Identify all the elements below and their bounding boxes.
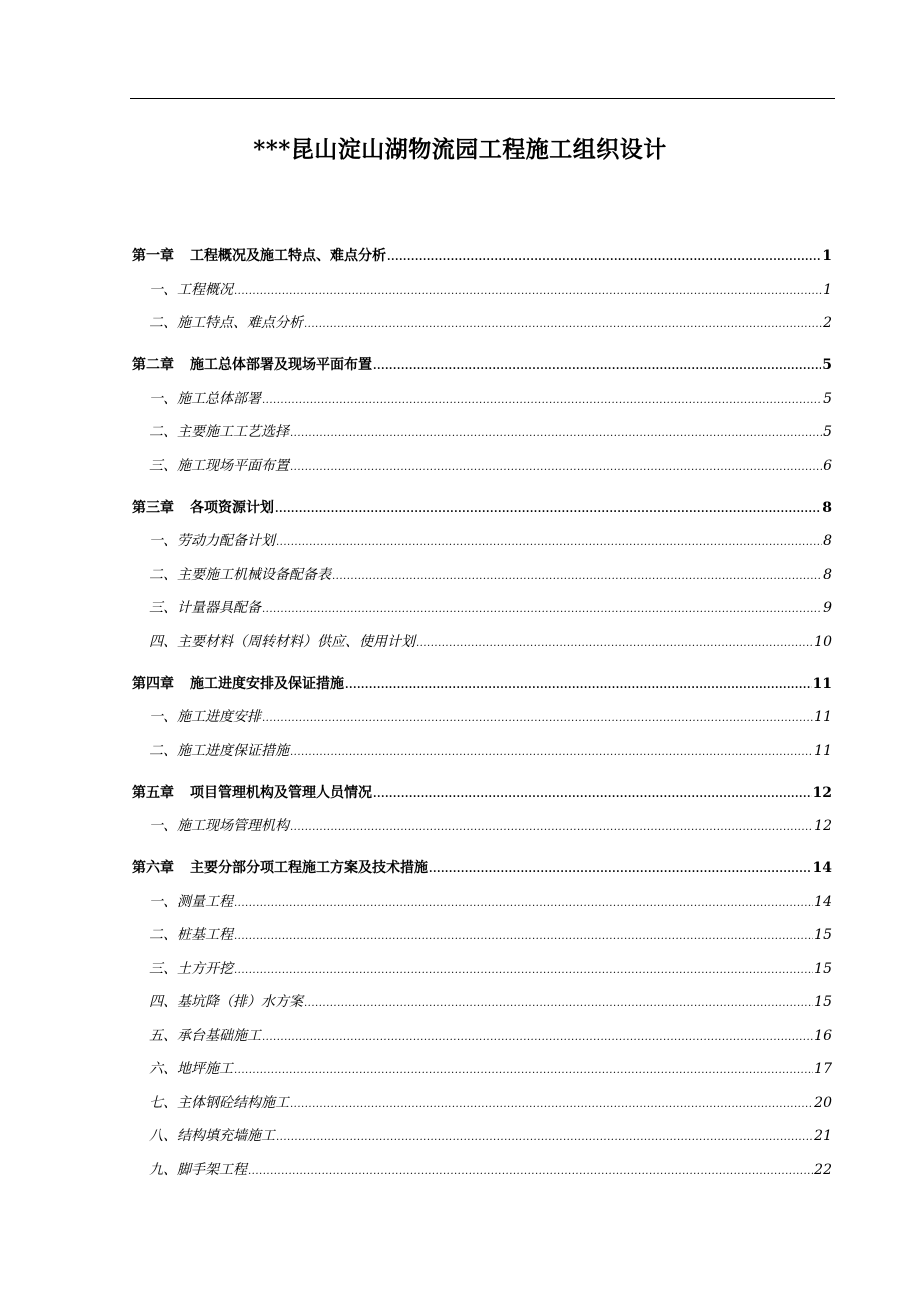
- toc-entry-title: 主要分部分项工程施工方案及技术措施: [190, 860, 428, 876]
- toc-page-number: 17: [814, 1061, 832, 1077]
- toc-dot-leader: [373, 350, 821, 384]
- toc-chapter-entry[interactable]: [132, 349, 832, 383]
- toc-chapter-entry[interactable]: [132, 668, 832, 702]
- toc-page-number: 14: [814, 893, 832, 910]
- toc-entry-label: [149, 383, 261, 417]
- toc-entry-label: [149, 525, 275, 559]
- toc-entry-title: 五、承台基础施工: [149, 1027, 261, 1044]
- toc-entry-label: [132, 668, 344, 702]
- toc-dot-leader: [248, 1155, 813, 1189]
- toc-dot-leader: [290, 736, 813, 770]
- toc-page-number: 20: [814, 1094, 832, 1111]
- toc-section-entry[interactable]: [132, 735, 832, 769]
- toc-dot-leader: [332, 560, 822, 594]
- toc-dot-leader: [262, 384, 822, 418]
- toc-section-entry[interactable]: [132, 592, 832, 626]
- toc-section-entry[interactable]: [132, 626, 832, 660]
- toc-entry-title: 施工总体部署及现场平面布置: [190, 357, 372, 373]
- toc-page-number: 15: [814, 994, 832, 1010]
- toc-entry-label: [132, 852, 428, 886]
- toc-entry-label: [149, 986, 303, 1020]
- toc-dot-leader: [290, 451, 822, 485]
- toc-section-entry[interactable]: [132, 1020, 832, 1054]
- document-title: ***昆山淀山湖物流园工程施工组织设计: [253, 136, 667, 163]
- toc-dot-leader: [304, 308, 822, 342]
- toc-dot-leader: [345, 669, 812, 703]
- toc-entry-title: 六、地坪施工: [149, 1061, 233, 1077]
- toc-dot-leader: [290, 1088, 813, 1122]
- toc-entry-label: [149, 810, 289, 844]
- toc-dot-leader: [429, 853, 812, 887]
- toc-entry-label: [149, 1087, 289, 1121]
- toc-chapter-number: 第四章: [132, 675, 174, 692]
- toc-section-entry[interactable]: [132, 307, 832, 341]
- toc-section-entry[interactable]: [132, 1053, 832, 1087]
- toc-entry-label: [149, 274, 233, 308]
- toc-dot-leader: [234, 1054, 813, 1088]
- toc-entry-title: 施工进度安排及保证措施: [190, 675, 344, 692]
- toc-page-number: 10: [814, 633, 832, 650]
- toc-page-number: 1: [823, 281, 832, 298]
- toc-entry-title: 二、施工特点、难点分析: [149, 315, 303, 331]
- toc-section-entry[interactable]: [132, 810, 832, 844]
- toc-page-number: 9: [823, 600, 832, 616]
- toc-section-entry[interactable]: [132, 525, 832, 559]
- toc-entry-label: [149, 1120, 275, 1154]
- toc-chapter-entry[interactable]: [132, 240, 832, 274]
- toc-dot-leader: [234, 275, 822, 309]
- toc-dot-leader: [290, 811, 813, 845]
- toc-page-number: 12: [814, 818, 832, 834]
- toc-entry-label: [132, 349, 372, 383]
- toc-entry-label: [149, 416, 289, 450]
- toc-entry-label: [149, 307, 303, 341]
- toc-section-entry[interactable]: [132, 1154, 832, 1188]
- toc-page-number: 5: [823, 390, 832, 407]
- toc-entry-title: 二、主要施工工艺选择: [149, 424, 289, 440]
- toc-page-number: 6: [823, 457, 832, 474]
- toc-dot-leader: [234, 920, 813, 954]
- toc-entry-title: 一、施工进度安排: [149, 709, 261, 725]
- toc-page-number: 11: [812, 675, 832, 692]
- toc-section-entry[interactable]: [132, 1087, 832, 1121]
- toc-dot-leader: [234, 954, 813, 988]
- toc-section-entry[interactable]: [132, 274, 832, 308]
- toc-entry-label: [149, 450, 289, 484]
- toc-dot-leader: [276, 1121, 813, 1155]
- toc-entry-title: 三、土方开挖: [149, 960, 233, 977]
- toc-entry-title: 八、结构填充墙施工: [149, 1128, 275, 1144]
- toc-entry-label: [149, 701, 261, 735]
- toc-entry-title: 四、基坑降（排）水方案: [149, 994, 303, 1010]
- toc-entry-title: 一、劳动力配备计划: [149, 533, 275, 549]
- toc-dot-leader: [290, 417, 822, 451]
- toc-entry-title: 工程概况及施工特点、难点分析: [190, 248, 386, 264]
- toc-page-number: 15: [814, 960, 832, 977]
- toc-dot-leader: [276, 526, 822, 560]
- toc-page-number: 1: [822, 248, 832, 264]
- toc-entry-title: 九、脚手架工程: [149, 1161, 247, 1178]
- toc-entry-title: 二、主要施工机械设备配备表: [149, 566, 331, 583]
- toc-dot-leader: [387, 241, 821, 275]
- toc-entry-title: 项目管理机构及管理人员情况: [190, 784, 372, 801]
- toc-dot-leader: [304, 987, 813, 1021]
- toc-entry-title: 二、施工进度保证措施: [149, 742, 289, 759]
- toc-dot-leader: [262, 593, 822, 627]
- toc-page-number: 11: [814, 742, 832, 759]
- toc-entry-title: 七、主体钢砼结构施工: [149, 1094, 289, 1111]
- toc-page-number: 11: [814, 709, 832, 725]
- toc-entry-title: 各项资源计划: [190, 499, 274, 516]
- toc-section-entry[interactable]: [132, 450, 832, 484]
- toc-entry-title: 一、施工现场管理机构: [149, 818, 289, 834]
- toc-dot-leader: [262, 702, 813, 736]
- toc-entry-label: [132, 777, 372, 811]
- toc-chapter-entry[interactable]: [132, 492, 832, 526]
- toc-chapter-number: 第二章: [132, 357, 174, 373]
- toc-page-number: 2: [823, 315, 832, 331]
- toc-section-entry[interactable]: [132, 1120, 832, 1154]
- toc-page-number: 21: [814, 1128, 832, 1144]
- toc-entry-label: [149, 1154, 247, 1188]
- toc-page-number: 8: [823, 533, 832, 549]
- toc-section-entry[interactable]: [132, 416, 832, 450]
- toc-section-entry[interactable]: [132, 383, 832, 417]
- toc-entry-label: [149, 886, 233, 920]
- toc-chapter-number: 第六章: [132, 860, 174, 876]
- toc-entry-label: [149, 1020, 261, 1054]
- toc-chapter-number: 第三章: [132, 499, 174, 516]
- toc-entry-title: 一、测量工程: [149, 893, 233, 910]
- toc-entry-label: [149, 1053, 233, 1087]
- toc-entry-label: [149, 626, 415, 660]
- toc-chapter-entry[interactable]: [132, 777, 832, 811]
- toc-entry-title: 三、计量器具配备: [149, 600, 261, 616]
- toc-chapter-number: 第五章: [132, 784, 174, 801]
- toc-section-entry[interactable]: [132, 953, 832, 987]
- toc-entry-label: [132, 492, 274, 526]
- toc-dot-leader: [234, 887, 813, 921]
- toc-section-entry[interactable]: [132, 701, 832, 735]
- toc-entry-label: [132, 240, 386, 274]
- toc-page-number: 5: [822, 357, 832, 373]
- toc-page-number: 22: [814, 1161, 832, 1178]
- toc-chapter-entry[interactable]: [132, 852, 832, 886]
- toc-page-number: 8: [823, 566, 832, 583]
- toc-page-number: 8: [822, 499, 832, 516]
- toc-entry-title: 一、工程概况: [149, 281, 233, 298]
- toc-entry-title: 三、施工现场平面布置: [149, 457, 289, 474]
- toc-page-number: 5: [823, 424, 832, 440]
- toc-entry-label: [149, 735, 289, 769]
- toc-entry-title: 二、桩基工程: [149, 927, 233, 943]
- toc-section-entry[interactable]: [132, 986, 832, 1020]
- toc-dot-leader: [275, 493, 821, 527]
- toc-dot-leader: [416, 627, 813, 661]
- header-rule: [130, 98, 835, 99]
- toc-entry-label: [149, 919, 233, 953]
- toc-entry-title: 四、主要材料（周转材料）供应、使用计划: [149, 633, 415, 650]
- toc-dot-leader: [373, 778, 812, 812]
- toc-section-entry[interactable]: [132, 919, 832, 953]
- toc-entry-title: 一、施工总体部署: [149, 390, 261, 407]
- table-of-contents: [132, 240, 832, 1187]
- toc-page-number: 14: [812, 860, 832, 876]
- toc-dot-leader: [262, 1021, 813, 1055]
- toc-page-number: 16: [814, 1027, 832, 1044]
- toc-entry-label: [149, 559, 331, 593]
- toc-page-number: 12: [812, 784, 832, 801]
- toc-page-number: 15: [814, 927, 832, 943]
- toc-entry-label: [149, 592, 261, 626]
- toc-entry-label: [149, 953, 233, 987]
- toc-section-entry[interactable]: [132, 886, 832, 920]
- toc-chapter-number: 第一章: [132, 248, 174, 264]
- toc-section-entry[interactable]: [132, 559, 832, 593]
